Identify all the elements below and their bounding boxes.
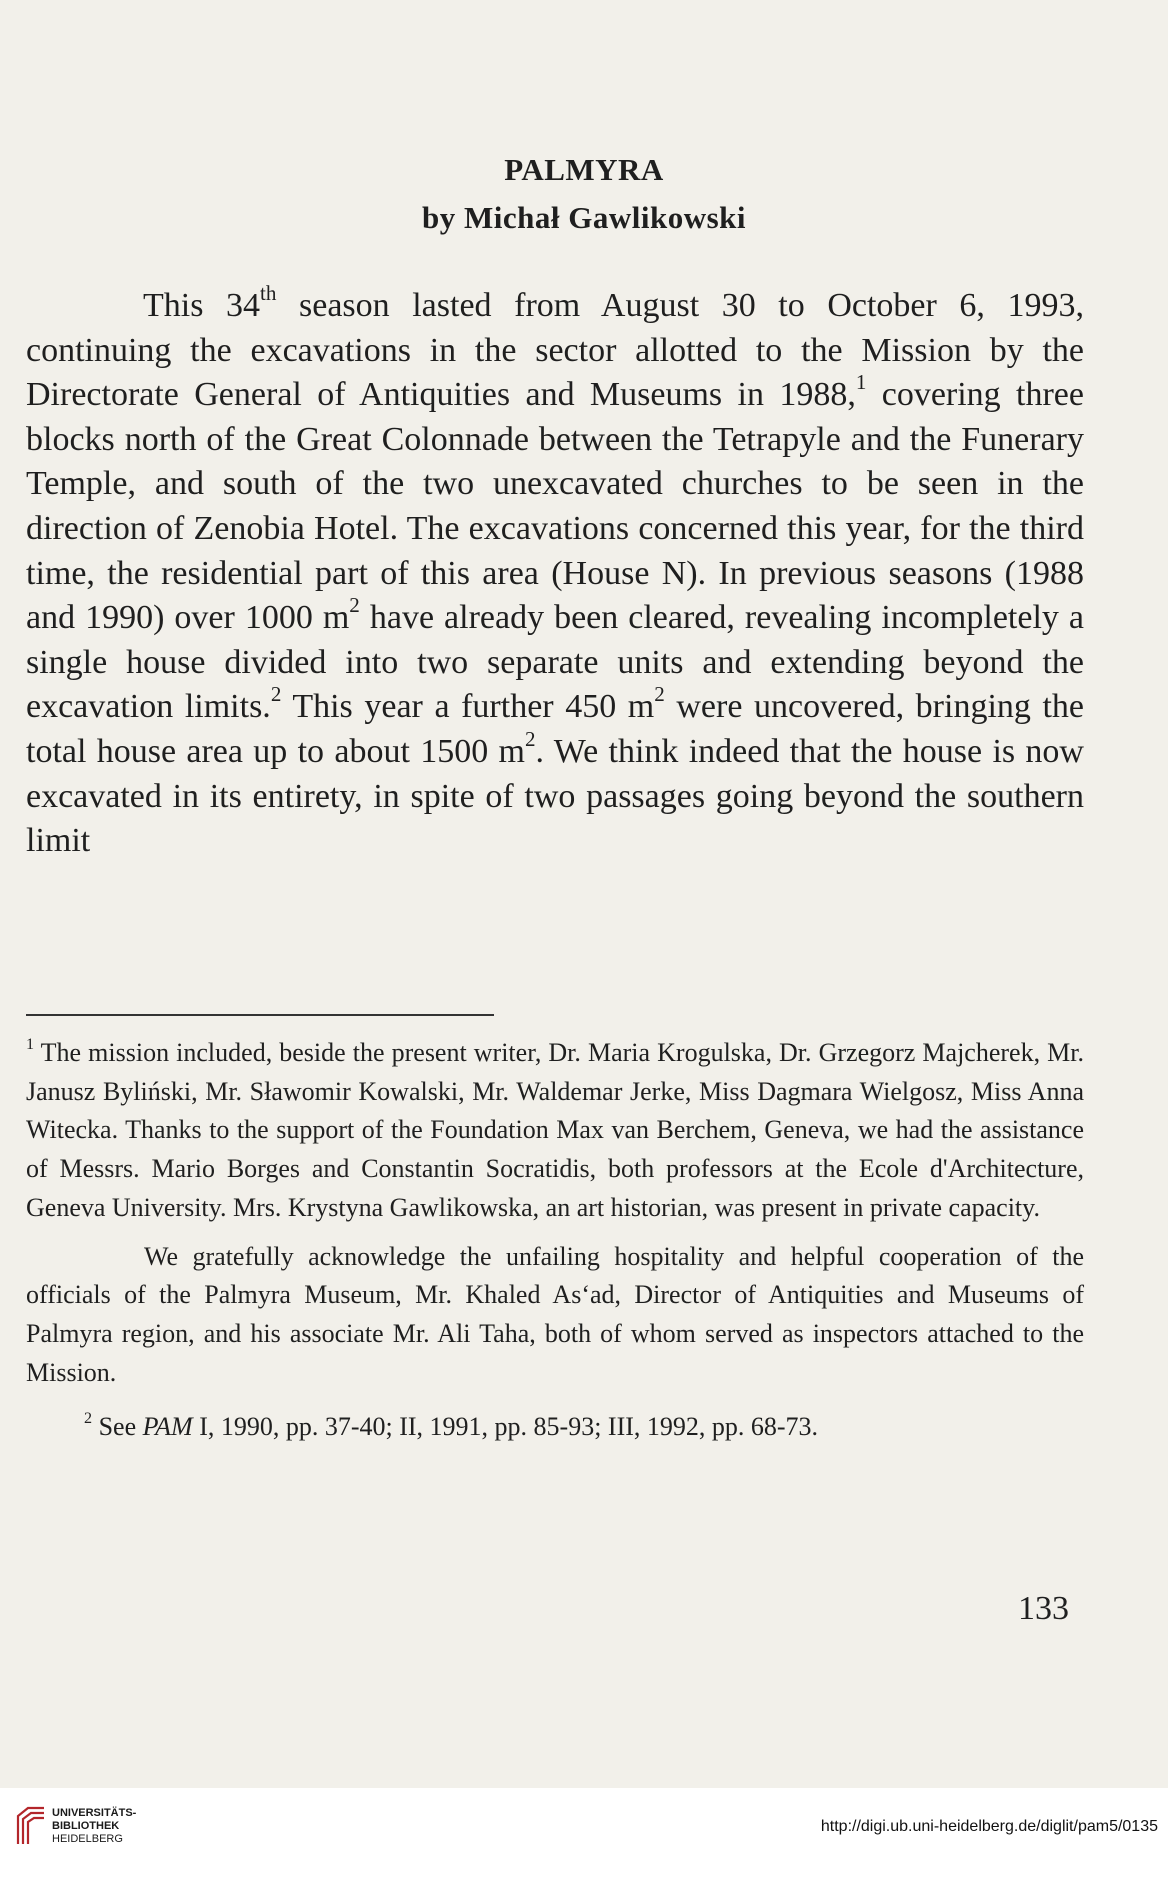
- footnote-1: [26, 1034, 1084, 1228]
- footnote-2: [26, 1408, 1084, 1447]
- footnote-divider: [26, 1014, 494, 1016]
- superscript: 2: [349, 593, 360, 618]
- footnote-marker: 2: [84, 1410, 93, 1428]
- main-text: [26, 281, 1085, 864]
- page-number: 133: [1018, 1590, 1069, 1627]
- digitization-footer: [0, 1788, 1168, 1885]
- footnote-text: See: [92, 1412, 143, 1442]
- superscript: 2: [654, 682, 665, 707]
- footnote-text: I, 1990, pp. 37-40; II, 1991, pp. 85-93; III, 1992, pp. 68-73.: [192, 1412, 819, 1442]
- text-run: covering three blocks north of the Great Colonnade between the Tetrapyle and the Funerary Temple, and south of the two unexcavated churches to be seen in the direction of Zenobia Hotel. The excavations concerned this year, for the third time, the residential part of this area (House N). In previous seasons (1988 and 1990) over 1000 m: [26, 376, 1084, 637]
- text-run: . We think indeed that the house is now excavated in its entirety, in spite of two passages going beyond the southern limit: [26, 732, 1084, 860]
- paragraph: [26, 281, 1085, 864]
- text-run: have already been cleared, revealing incompletely a single house divided into two separate units and extending beyond the excavation limits.: [26, 599, 1084, 726]
- text-run: were uncovered, bringing the total house area up to about 1500 m: [26, 688, 1085, 770]
- article-byline: by Michał Gawlikowski: [422, 200, 746, 235]
- source-url-link[interactable]: http://digi.ub.uni-heidelberg.de/diglit/pam5/0135: [820, 1818, 1158, 1835]
- footnote-ref-1[interactable]: 1: [855, 370, 867, 395]
- library-line: BIBLIOTHEK: [52, 1820, 120, 1832]
- library-logo-icon: [14, 1806, 48, 1846]
- journal-abbrev: PAM: [142, 1412, 193, 1442]
- text-run: This year a further 450 m: [281, 688, 655, 726]
- library-name: [52, 1807, 136, 1846]
- footnote-marker: 1: [26, 1035, 35, 1053]
- footnote-text: The mission included, beside the present writer, Dr. Maria Krogulska, Dr. Grzegorz Majcherek, Mr. Janusz Byliński, Mr. Sławomir Kowalski, Mr. Waldemar Jerke, Miss Dagmara Wielgosz, Miss Anna Witecka. Thanks to the support of the Foundation Max van Berchem, Geneva, we had the assistance of Messrs. Mario Borges and Constantin Socratidis, both professors at the Ecole d'Architecture, Geneva University. Mrs. Krystyna Gawlikowska, an art historian, was present in private capacity.: [26, 1038, 1084, 1222]
- superscript: 2: [524, 727, 536, 752]
- footnote-ref-2[interactable]: 2: [270, 682, 282, 707]
- library-line: UNIVERSITÄTS-: [52, 1807, 137, 1819]
- footnote-1-continued: We gratefully acknowledge the unfailing hospitality and helpful cooperation of the officials of the Palmyra Museum, Mr. Khaled As‘ad, Director of Antiquities and Museums of Palmyra region, and his associate Mr. Ali Taha, both of whom served as inspectors attached to the Mission.: [26, 1241, 1084, 1387]
- article-title: PALMYRA: [504, 152, 664, 187]
- text-run: This 34: [143, 287, 261, 324]
- footnotes: [26, 1034, 1084, 1447]
- library-line: HEIDELBERG: [52, 1833, 123, 1845]
- superscript: th: [260, 281, 277, 306]
- text-run: season lasted from August 30 to October 6, 1993, continuing the excavations in the sector allotted to the Mission by the Directorate General of Antiquities and Museums in 1988,: [26, 287, 1084, 414]
